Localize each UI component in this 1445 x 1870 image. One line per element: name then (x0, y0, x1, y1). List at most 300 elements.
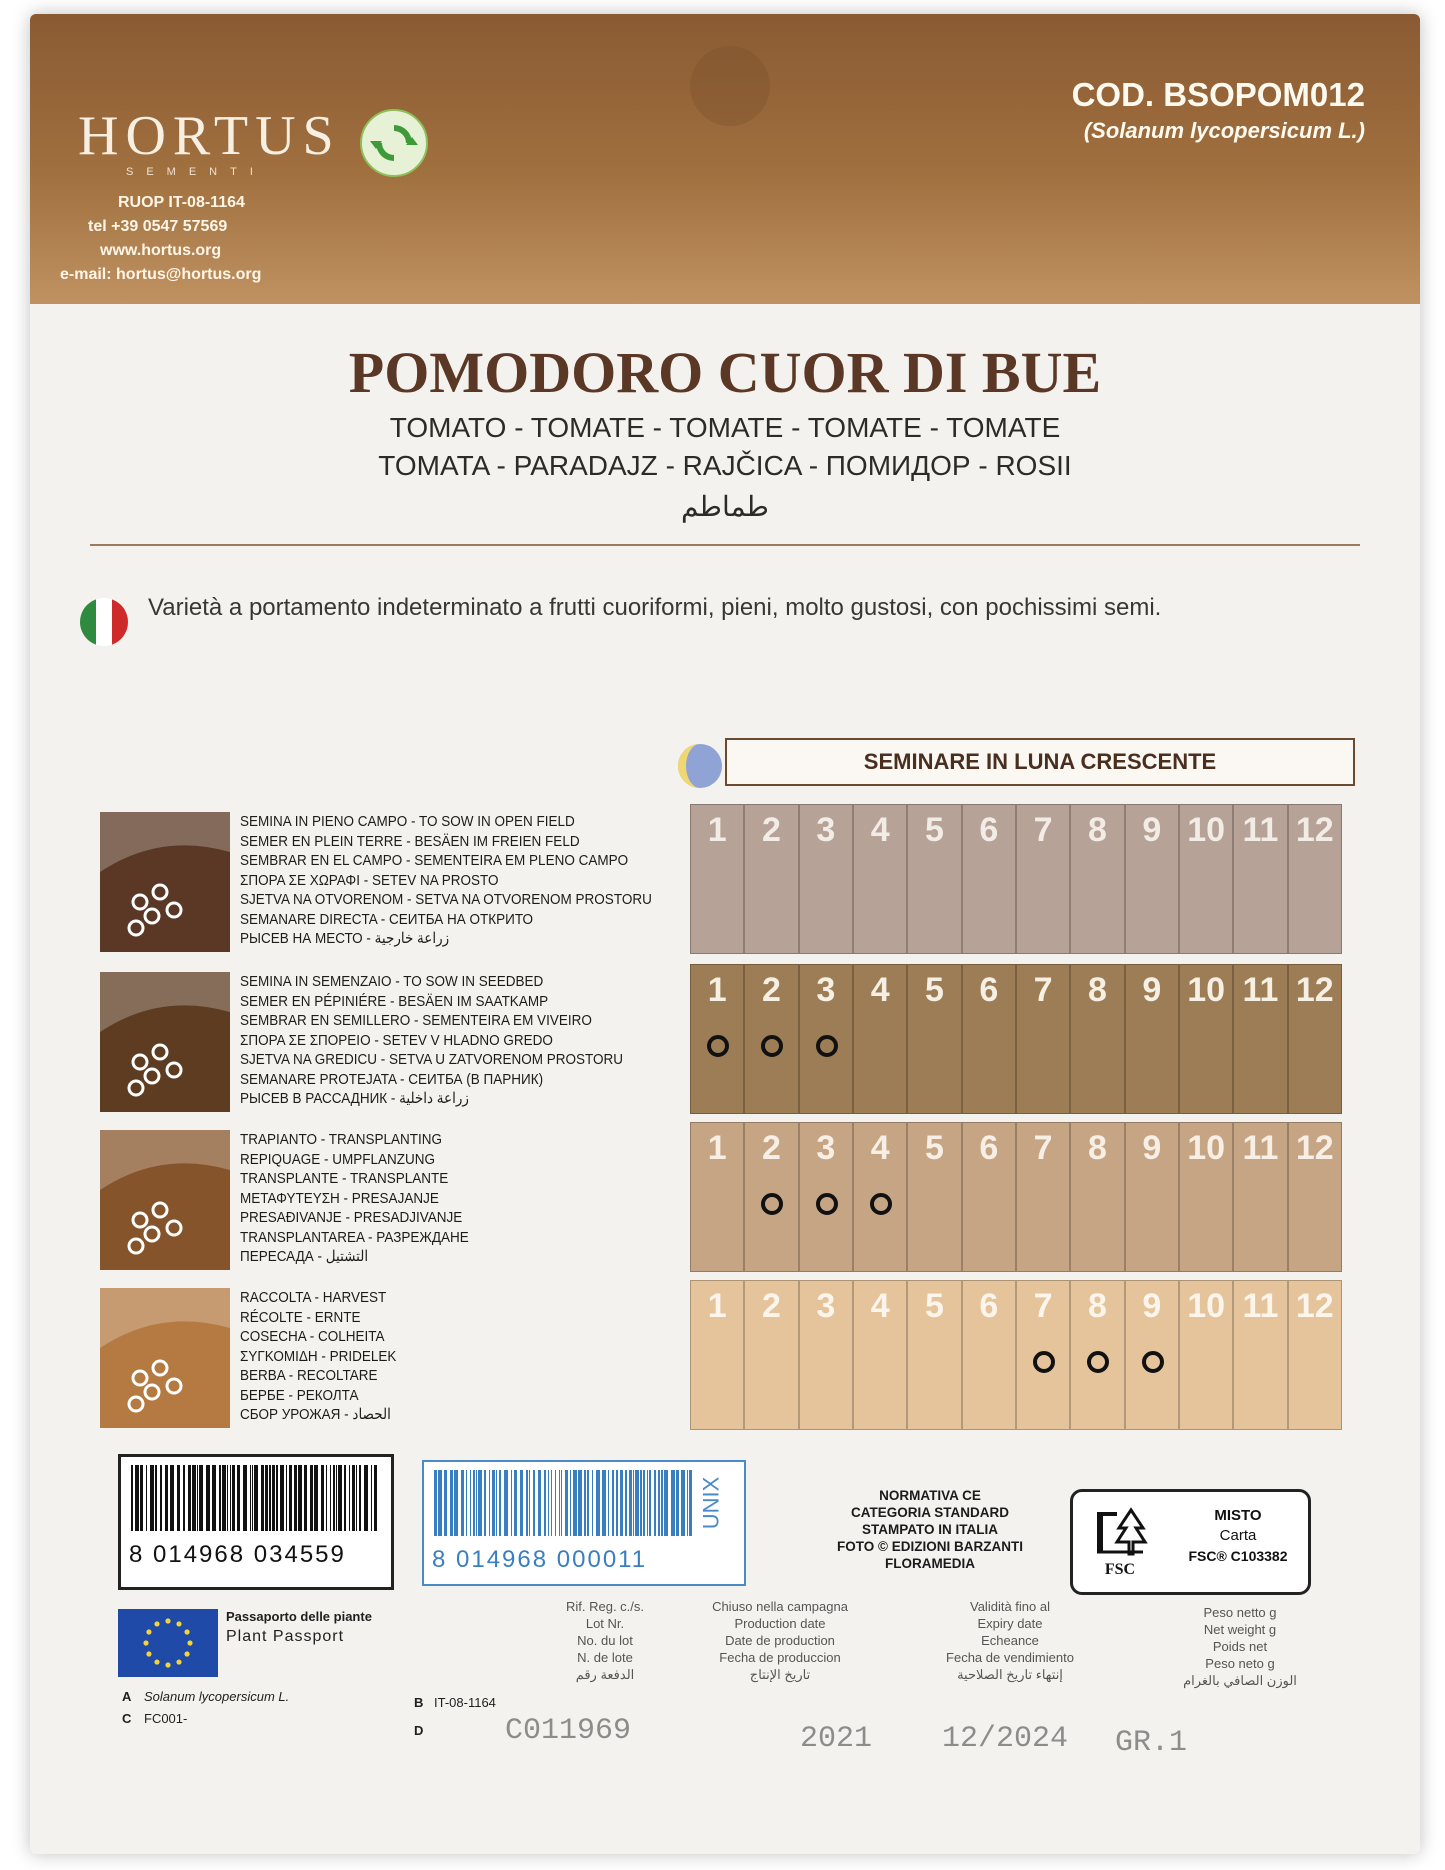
weight-label: Net weight g (1203, 1622, 1277, 1637)
month-cell (745, 805, 799, 953)
barcode-bar (647, 1470, 648, 1536)
activity-line: ΣΠΟΡΑ ΣΕ ΣΠΟΡΕΙΟ - SETEV V HLADNO GREDO (240, 1031, 553, 1049)
barcode-bar (304, 1465, 307, 1531)
month-calendar-row (690, 1122, 1342, 1272)
email: e-mail: hortus@hortus.org (60, 266, 262, 283)
month-number: 10 (1187, 811, 1226, 849)
barcode-bar (573, 1470, 577, 1536)
barcode-bar (689, 1470, 692, 1536)
passport-c-value: FC001- (144, 1711, 188, 1726)
brand-logo: HORTUS (78, 105, 341, 167)
barcode-internal (422, 1460, 746, 1586)
activity-icon (100, 1288, 230, 1428)
month-cell (1017, 1281, 1071, 1429)
barcode-bar (555, 1470, 556, 1536)
barcode-bar (219, 1465, 221, 1531)
barcode-bar (478, 1470, 482, 1536)
month-cell (1017, 805, 1071, 953)
month-cell (1126, 1281, 1180, 1429)
barcode-bar (333, 1465, 335, 1531)
activity-line: РЫСЕВ НА МЕСТО - زراعة خارجية (240, 930, 450, 947)
month-cell (963, 1123, 1017, 1271)
barcode-bar (170, 1465, 174, 1531)
barcode-bar (470, 1470, 471, 1536)
barcode-bar (616, 1470, 618, 1536)
expiry-label: Expiry date (977, 1616, 1043, 1631)
barcode-bar (227, 1465, 228, 1531)
barcode-bar (197, 1465, 198, 1531)
barcode-bar (165, 1465, 168, 1531)
month-number: 6 (979, 811, 999, 849)
lot-label: N. de lote (577, 1650, 633, 1665)
month-number: 5 (925, 1287, 944, 1325)
passport-d-label: D (414, 1723, 424, 1738)
barcode-bar (188, 1465, 191, 1531)
month-cell (745, 1123, 799, 1271)
barcode-bar (676, 1470, 679, 1536)
normativa-block (830, 1487, 1030, 1572)
barcode-bar (620, 1470, 623, 1536)
barcode-bar (671, 1470, 675, 1536)
activity-line: SEMINA IN SEMENZAIO - TO SOW IN SEEDBED (240, 973, 544, 990)
active-month-marker (761, 1035, 783, 1057)
barcode-bar (330, 1465, 331, 1531)
eu-star-icon (187, 1640, 192, 1645)
barcode-bar (529, 1470, 530, 1536)
expiry-value: 12/2024 (942, 1722, 1069, 1756)
barcode-bar (496, 1470, 497, 1536)
month-number: 12 (1295, 811, 1334, 849)
barcode-number: 8 014968 034559 (129, 1541, 346, 1568)
barcode-bar (261, 1465, 264, 1531)
month-cell (1234, 1281, 1288, 1429)
active-month-marker (816, 1193, 838, 1215)
barcode-bar (608, 1470, 609, 1536)
month-number: 9 (1142, 1129, 1162, 1167)
month-cell (1017, 965, 1071, 1113)
moon-icon (675, 741, 725, 791)
barcode-bar (140, 1465, 143, 1531)
month-cell (745, 965, 799, 1113)
activity-text (240, 1130, 627, 1267)
activity-line: PRESAĐIVANJE - PRESADJIVANJE (240, 1209, 463, 1226)
production-year: 2021 (800, 1722, 873, 1756)
barcode-bar (511, 1470, 512, 1536)
activity-line: SEMBRAR EN SEMILLERO - SEMENTEIRA EM VIVEIRO (240, 1012, 592, 1029)
product-code: COD. BSOPOM012 (1071, 76, 1365, 113)
barcode-bar (514, 1470, 517, 1536)
eu-star-icon (176, 1621, 181, 1626)
month-cell (1289, 965, 1341, 1113)
barcode-bar (199, 1465, 203, 1531)
activity-line: SEMINA IN PIENO CAMPO - TO SOW IN OPEN FIELD (240, 813, 575, 830)
website: www.hortus.org (100, 242, 222, 259)
passport-a-label: A (122, 1689, 132, 1704)
barcode-bar (596, 1470, 600, 1536)
barcode-bar (559, 1470, 560, 1536)
activity-line: RÉCOLTE - ERNTE (240, 1308, 361, 1326)
barcode-bar (254, 1465, 258, 1531)
ruop-code: RUOP IT-08-1164 (118, 194, 245, 211)
passport-title-2: Plant Passport (226, 1628, 345, 1645)
passport-title-1: Passaporto delle piante (226, 1609, 372, 1624)
expiry-labels (910, 1598, 1110, 1683)
month-number: 4 (870, 811, 890, 849)
month-number: 5 (925, 971, 944, 1009)
moon-banner: SEMINARE IN LUNA CRESCENTE (725, 738, 1355, 786)
month-number: 1 (707, 1287, 727, 1325)
barcode-bar (570, 1470, 571, 1536)
barcode-bar (681, 1470, 685, 1536)
passport-b-label: B (414, 1695, 424, 1710)
month-number: 3 (816, 811, 836, 849)
barcode-bar (371, 1465, 372, 1531)
barcode-bar (466, 1470, 467, 1536)
brand-logo-sub: SEMENTI (126, 166, 266, 178)
activity-icon (100, 1130, 230, 1270)
expiry-label: Fecha de vendimiento (946, 1650, 1074, 1665)
month-cell (963, 965, 1017, 1113)
barcode-bar (177, 1465, 180, 1531)
month-number: 9 (1142, 971, 1162, 1009)
expiry-label: Echeance (981, 1633, 1039, 1648)
activity-text (240, 812, 652, 949)
names-line-3: طماطم (681, 491, 769, 522)
month-cell (1126, 805, 1180, 953)
norm-line: STAMPATO IN ITALIA (862, 1522, 998, 1537)
barcode-bar (250, 1465, 251, 1531)
norm-line: FLORAMEDIA (885, 1556, 975, 1571)
product-title: POMODORO CUOR DI BUE (348, 340, 1102, 405)
barcode-bar (146, 1465, 147, 1531)
month-number: 5 (925, 1129, 944, 1167)
norm-line: NORMATIVA CE (879, 1488, 981, 1503)
month-cell (854, 1281, 908, 1429)
month-cell (963, 1281, 1017, 1429)
lot-label: الدفعة رقم (575, 1667, 635, 1682)
activity-line: БЕРБЕ - РЕКОЛТА (240, 1386, 359, 1404)
month-number: 3 (816, 1129, 836, 1167)
month-number: 1 (707, 811, 727, 849)
activity-line: TRANSPLANTAREA - РАЗРЕЖДАНЕ (240, 1228, 469, 1246)
month-number: 7 (1033, 971, 1053, 1009)
fsc-tree-icon (1087, 1502, 1153, 1580)
month-number: 12 (1295, 1129, 1334, 1167)
eu-star-icon (176, 1659, 181, 1664)
barcode-bar (661, 1470, 663, 1536)
activity-line: SEMER EN PLEIN TERRE - BESÄEN IM FREIEN FELD (240, 832, 580, 850)
production-label: Production date (734, 1616, 826, 1631)
active-month-marker (816, 1035, 838, 1057)
month-cell (908, 965, 962, 1113)
barcode-bar (280, 1465, 284, 1531)
barcode-bar (584, 1470, 586, 1536)
month-number: 6 (979, 971, 999, 1009)
passport-b-value: IT-08-1164 (434, 1695, 496, 1710)
month-cell (854, 1123, 908, 1271)
month-cell (854, 965, 908, 1113)
barcode-bar (526, 1470, 528, 1536)
barcode-bar (565, 1470, 568, 1536)
lot-number: C011969 (505, 1714, 632, 1748)
names-line-2: TOMATA - PARADAJZ - RAJČICA - ПОМИДОР - ROSII (378, 450, 1072, 481)
barcode-bar (612, 1470, 614, 1536)
barcode-bar (232, 1465, 235, 1531)
month-number: 8 (1088, 1129, 1107, 1167)
barcode-bar (276, 1465, 278, 1531)
month-cell (1180, 1281, 1234, 1429)
month-number: 3 (816, 1287, 836, 1325)
activity-line: SEMER EN PÉPINIÉRE - BESÄEN IM SAATKAMP (240, 992, 549, 1010)
barcode-bar (578, 1470, 582, 1536)
packet-header (30, 14, 1420, 304)
weight-label: Peso netto g (1203, 1605, 1277, 1620)
barcode-bar (434, 1470, 437, 1536)
eu-star-icon (143, 1640, 148, 1645)
barcode-bar (344, 1465, 346, 1531)
month-number: 7 (1033, 1287, 1053, 1325)
barcode-bar (222, 1465, 226, 1531)
barcode-bar (548, 1470, 549, 1536)
production-labels (685, 1598, 875, 1683)
activity-line: СБОР УРОЖАЯ - الحصاد (240, 1406, 391, 1423)
barcode-bar (635, 1470, 639, 1536)
month-cell (1126, 965, 1180, 1113)
month-cell (1071, 965, 1125, 1113)
month-cell (1180, 1123, 1234, 1271)
norm-line: FOTO © EDIZIONI BARZANTI (837, 1539, 1023, 1554)
month-number: 10 (1187, 1287, 1226, 1325)
barcode-bar (633, 1470, 634, 1536)
barcode-bar (476, 1470, 477, 1536)
latin-name: (Solanum lycopersicum L.) (1083, 118, 1365, 143)
barcode-bar (310, 1465, 313, 1531)
barcode-bar (454, 1470, 458, 1536)
barcode-bar (649, 1470, 651, 1536)
month-number: 12 (1295, 971, 1334, 1009)
lot-label: Lot Nr. (585, 1616, 625, 1631)
barcode-bar (592, 1470, 593, 1536)
barcode-bar (298, 1465, 302, 1531)
barcode-bar (629, 1470, 632, 1536)
month-cell (691, 1123, 745, 1271)
activity-line: RACCOLTA - HARVEST (240, 1289, 387, 1306)
barcode-bar (492, 1470, 495, 1536)
lot-labels (535, 1598, 675, 1683)
month-cell (691, 805, 745, 953)
weight-label: Peso neto g (1205, 1656, 1275, 1671)
fsc-carta: Carta (1219, 1527, 1257, 1544)
barcode-bar (504, 1470, 508, 1536)
month-number: 2 (762, 1129, 781, 1167)
month-number: 11 (1242, 971, 1279, 1009)
barcode-bar (544, 1470, 546, 1536)
month-cell (854, 805, 908, 953)
eu-star-icon (146, 1629, 151, 1634)
barcode-bar (252, 1465, 253, 1531)
activity-line: РЫСЕВ В РАССАДНИК - زراعة داخلية (240, 1090, 469, 1107)
barcode-bar (561, 1470, 562, 1536)
variety-description: Varietà a portamento indeterminato a frutti cuoriformi, pieni, molto gustosi, con pochissimi semi. (148, 594, 1162, 621)
activity-line: SEMANARE DIRECTA - СЕИТБА НА ОТКРИТО (240, 910, 534, 928)
barcode-bar (625, 1470, 627, 1536)
barcode-bar (473, 1470, 475, 1536)
barcode-bar (520, 1470, 523, 1536)
names-line-1: TOMATO - TOMATE - TOMATE - TOMATE - TOMATE (389, 412, 1061, 443)
month-number: 12 (1295, 1287, 1334, 1325)
weight-label: Poids net (1212, 1639, 1268, 1654)
month-number: 6 (979, 1287, 999, 1325)
month-cell (1017, 1123, 1071, 1271)
barcode-bar (450, 1470, 453, 1536)
barcode-bar (289, 1465, 292, 1531)
barcode-bar (230, 1465, 231, 1531)
month-cell (1289, 1281, 1341, 1429)
barcode-bar (286, 1465, 287, 1531)
active-month-marker (1087, 1351, 1109, 1373)
barcode-bar (489, 1470, 490, 1536)
barcode-bar (155, 1465, 157, 1531)
barcode-bar (150, 1465, 154, 1531)
barcode-bar (160, 1465, 162, 1531)
barcode-bar (587, 1470, 589, 1536)
barcode-bar (461, 1470, 464, 1536)
month-number: 9 (1142, 1287, 1162, 1325)
month-number: 3 (816, 971, 836, 1009)
barcode-bar (321, 1465, 324, 1531)
activity-line: TRANSPLANTE - TRANSPLANTE (240, 1170, 449, 1187)
month-calendar-row (690, 1280, 1342, 1430)
weight-label: الوزن الصافي بالغرام (1183, 1673, 1297, 1688)
weight-labels (1160, 1604, 1320, 1689)
barcode-bar (687, 1470, 688, 1536)
barcode-bar (356, 1465, 357, 1531)
norm-line: CATEGORIA STANDARD (851, 1505, 1009, 1520)
barcode-bar (212, 1465, 216, 1531)
barcode-bar (364, 1465, 368, 1531)
barcode-bar (192, 1465, 196, 1531)
barcode-bar (438, 1470, 442, 1536)
activity-text (240, 1288, 627, 1425)
barcode-bar (135, 1465, 139, 1531)
month-cell (1289, 1123, 1341, 1271)
month-number: 4 (870, 971, 890, 1009)
eu-star-icon (184, 1629, 189, 1634)
month-number: 2 (762, 811, 781, 849)
month-cell (691, 965, 745, 1113)
eu-star-icon (154, 1621, 159, 1626)
month-cell (1289, 805, 1341, 953)
month-number: 11 (1242, 1287, 1279, 1325)
month-cell (963, 805, 1017, 953)
activity-line: TRAPIANTO - TRANSPLANTING (240, 1131, 443, 1148)
month-cell (800, 805, 854, 953)
month-number: 10 (1187, 1129, 1226, 1167)
month-number: 11 (1242, 1129, 1279, 1167)
production-label: Fecha de produccion (719, 1650, 841, 1665)
hang-hole (690, 46, 770, 126)
month-cell (745, 1281, 799, 1429)
barcode-bar (602, 1470, 606, 1536)
month-cell (691, 1281, 745, 1429)
activity-line: ΣΥΓΚΟΜΙΔΗ - PRIDELEK (240, 1347, 397, 1365)
fsc-label (1070, 1489, 1311, 1595)
active-month-marker (707, 1035, 729, 1057)
expiry-label: Validità fino al (970, 1599, 1050, 1614)
barcode-bar (183, 1465, 185, 1531)
barcode-bar (314, 1465, 318, 1531)
month-cell (1234, 1123, 1288, 1271)
barcode-bar (349, 1465, 350, 1531)
fsc-text: FSC (1104, 1561, 1136, 1578)
activity-text (240, 972, 627, 1109)
month-cell (1071, 1281, 1125, 1429)
activity-line: BERBA - RECOLTARE (240, 1367, 378, 1384)
eu-star-icon (165, 1618, 170, 1623)
barcode-bar (294, 1465, 297, 1531)
month-number: 2 (762, 971, 781, 1009)
month-number: 8 (1088, 811, 1107, 849)
barcode-bars-blue (434, 1470, 696, 1536)
month-calendar-row (690, 804, 1342, 954)
month-cell (1126, 1123, 1180, 1271)
month-cell (800, 965, 854, 1113)
month-number: 11 (1242, 811, 1279, 849)
barcode-bars (131, 1465, 381, 1531)
barcode-bar (499, 1470, 501, 1536)
seed-packet (30, 14, 1420, 1854)
production-label: Date de production (725, 1633, 835, 1648)
month-cell (1180, 805, 1234, 953)
month-cell (1071, 1123, 1125, 1271)
active-month-marker (761, 1193, 783, 1215)
activity-line: ΣΠΟΡΑ ΣΕ ΧΩΡΑΦΙ - SETEV NA PROSTO (240, 871, 499, 889)
activity-line: ПЕРЕСАДА - التشتيل (240, 1248, 369, 1265)
barcode-bar (444, 1470, 447, 1536)
eu-flag-icon (118, 1609, 218, 1677)
month-cell (908, 805, 962, 953)
month-number: 10 (1187, 971, 1226, 1009)
eu-star-icon (146, 1651, 151, 1656)
phone-number: tel +39 0547 57569 (88, 218, 228, 235)
month-number: 8 (1088, 971, 1107, 1009)
month-cell (800, 1123, 854, 1271)
activity-line: SJETVA NA OTVORENOM - SETVA NA OTVORENOM PROSTORU (240, 891, 652, 908)
unix-label: UNIX (698, 1476, 724, 1530)
activity-line: REPIQUAGE - UMPFLANZUNG (240, 1150, 436, 1168)
weight-value: GR.1 (1115, 1726, 1188, 1760)
month-number: 4 (870, 1287, 890, 1325)
barcode-bar (272, 1465, 275, 1531)
passport-c-label: C (122, 1711, 132, 1726)
barcode-bar (658, 1470, 660, 1536)
recycle-icon (360, 109, 428, 177)
barcode-bar (484, 1470, 486, 1536)
barcode-bar (664, 1470, 668, 1536)
fsc-code: FSC® C103382 (1188, 1548, 1288, 1564)
barcode-bar (551, 1470, 552, 1536)
active-month-marker (870, 1193, 892, 1215)
active-month-marker (1033, 1351, 1055, 1373)
activity-line: SJETVA NA GREDICU - SETVA U ZATVORENOM PROSTORU (240, 1051, 624, 1068)
month-cell (908, 1123, 962, 1271)
barcode-bar (206, 1465, 210, 1531)
barcode-bar (243, 1465, 247, 1531)
barcode-ean (118, 1454, 394, 1590)
barcode-bar (336, 1465, 337, 1531)
barcode-bar (643, 1470, 645, 1536)
active-month-marker (1142, 1351, 1164, 1373)
